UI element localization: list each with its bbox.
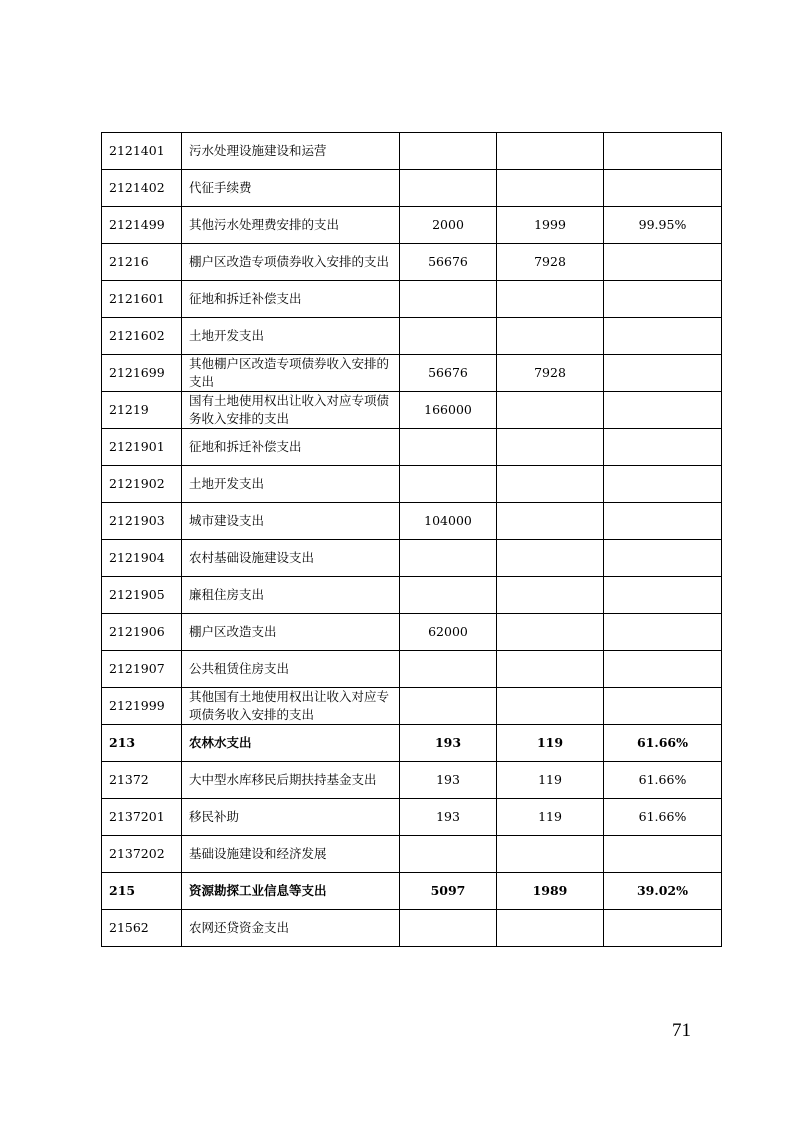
value-cell-2 (497, 688, 604, 725)
value-cell-2 (497, 540, 604, 577)
table-row (102, 318, 722, 355)
name-cell: 农网还贷资金支出 (182, 910, 400, 947)
percent-cell (604, 133, 722, 170)
table-row (102, 651, 722, 688)
name-cell: 农村基础设施建设支出 (182, 540, 400, 577)
value-cell-1: 193 (400, 762, 497, 799)
value-cell-2 (497, 429, 604, 466)
table-row (102, 577, 722, 614)
percent-cell (604, 503, 722, 540)
code-cell: 2121901 (102, 429, 182, 466)
percent-cell: 99.95% (604, 207, 722, 244)
name-cell: 移民补助 (182, 799, 400, 836)
value-cell-1: 193 (400, 799, 497, 836)
table-row (102, 355, 722, 392)
value-cell-2 (497, 318, 604, 355)
value-cell-1: 166000 (400, 392, 497, 429)
value-cell-1 (400, 170, 497, 207)
value-cell-2 (497, 392, 604, 429)
value-cell-2 (497, 170, 604, 207)
table-row (102, 725, 722, 762)
name-cell: 土地开发支出 (182, 318, 400, 355)
table-row (102, 392, 722, 429)
percent-cell (604, 281, 722, 318)
table-row (102, 614, 722, 651)
value-cell-2: 1989 (497, 873, 604, 910)
value-cell-2 (497, 836, 604, 873)
budget-table (101, 132, 722, 947)
code-cell: 2121905 (102, 577, 182, 614)
code-cell: 2121904 (102, 540, 182, 577)
value-cell-2: 1999 (497, 207, 604, 244)
value-cell-1 (400, 688, 497, 725)
value-cell-1: 5097 (400, 873, 497, 910)
percent-cell (604, 244, 722, 281)
name-cell: 国有土地使用权出让收入对应专项债务收入安排的支出 (182, 392, 400, 429)
value-cell-1 (400, 540, 497, 577)
percent-cell (604, 466, 722, 503)
name-cell: 廉租住房支出 (182, 577, 400, 614)
percent-cell: 61.66% (604, 799, 722, 836)
code-cell: 2121907 (102, 651, 182, 688)
percent-cell (604, 836, 722, 873)
table-row (102, 133, 722, 170)
code-cell: 215 (102, 873, 182, 910)
value-cell-1 (400, 910, 497, 947)
value-cell-1: 62000 (400, 614, 497, 651)
name-cell: 棚户区改造支出 (182, 614, 400, 651)
value-cell-2: 119 (497, 725, 604, 762)
value-cell-2 (497, 503, 604, 540)
code-cell: 2121902 (102, 466, 182, 503)
percent-cell (604, 688, 722, 725)
percent-cell (604, 614, 722, 651)
code-cell: 21562 (102, 910, 182, 947)
code-cell: 2137202 (102, 836, 182, 873)
code-cell: 21219 (102, 392, 182, 429)
code-cell: 2137201 (102, 799, 182, 836)
name-cell: 代征手续费 (182, 170, 400, 207)
name-cell: 其他污水处理费安排的支出 (182, 207, 400, 244)
value-cell-1: 193 (400, 725, 497, 762)
value-cell-1: 56676 (400, 244, 497, 281)
table-row (102, 910, 722, 947)
value-cell-2: 7928 (497, 244, 604, 281)
table-row (102, 503, 722, 540)
value-cell-2 (497, 651, 604, 688)
value-cell-2 (497, 614, 604, 651)
value-cell-2: 7928 (497, 355, 604, 392)
name-cell: 棚户区改造专项债券收入安排的支出 (182, 244, 400, 281)
value-cell-2 (497, 281, 604, 318)
percent-cell (604, 392, 722, 429)
percent-cell (604, 651, 722, 688)
value-cell-1 (400, 836, 497, 873)
code-cell: 2121499 (102, 207, 182, 244)
value-cell-1 (400, 577, 497, 614)
percent-cell (604, 910, 722, 947)
name-cell: 大中型水库移民后期扶持基金支出 (182, 762, 400, 799)
name-cell: 公共租赁住房支出 (182, 651, 400, 688)
table-row (102, 762, 722, 799)
value-cell-1: 56676 (400, 355, 497, 392)
value-cell-1 (400, 466, 497, 503)
percent-cell (604, 355, 722, 392)
percent-cell (604, 540, 722, 577)
name-cell: 农林水支出 (182, 725, 400, 762)
table-row (102, 540, 722, 577)
table-row (102, 466, 722, 503)
code-cell: 213 (102, 725, 182, 762)
table-row (102, 429, 722, 466)
percent-cell (604, 577, 722, 614)
value-cell-2 (497, 133, 604, 170)
value-cell-2 (497, 466, 604, 503)
percent-cell (604, 318, 722, 355)
value-cell-1: 104000 (400, 503, 497, 540)
table-row (102, 836, 722, 873)
percent-cell: 61.66% (604, 725, 722, 762)
value-cell-1 (400, 318, 497, 355)
percent-cell (604, 429, 722, 466)
value-cell-1 (400, 133, 497, 170)
table-row (102, 799, 722, 836)
name-cell: 城市建设支出 (182, 503, 400, 540)
percent-cell: 61.66% (604, 762, 722, 799)
table-body (102, 133, 722, 947)
page-number: 71 (672, 1020, 691, 1041)
value-cell-1 (400, 281, 497, 318)
code-cell: 2121699 (102, 355, 182, 392)
value-cell-1 (400, 651, 497, 688)
code-cell: 2121906 (102, 614, 182, 651)
code-cell: 21372 (102, 762, 182, 799)
value-cell-2: 119 (497, 762, 604, 799)
code-cell: 2121999 (102, 688, 182, 725)
table-row (102, 281, 722, 318)
name-cell: 征地和拆迁补偿支出 (182, 429, 400, 466)
code-cell: 2121903 (102, 503, 182, 540)
name-cell: 资源勘探工业信息等支出 (182, 873, 400, 910)
code-cell: 21216 (102, 244, 182, 281)
value-cell-1 (400, 429, 497, 466)
percent-cell: 39.02% (604, 873, 722, 910)
table-row (102, 207, 722, 244)
table-row (102, 688, 722, 725)
name-cell: 征地和拆迁补偿支出 (182, 281, 400, 318)
code-cell: 2121601 (102, 281, 182, 318)
code-cell: 2121602 (102, 318, 182, 355)
name-cell: 土地开发支出 (182, 466, 400, 503)
value-cell-2 (497, 577, 604, 614)
table-row (102, 873, 722, 910)
value-cell-2: 119 (497, 799, 604, 836)
value-cell-1: 2000 (400, 207, 497, 244)
name-cell: 其他国有土地使用权出让收入对应专项债务收入安排的支出 (182, 688, 400, 725)
name-cell: 基础设施建设和经济发展 (182, 836, 400, 873)
percent-cell (604, 170, 722, 207)
table-row (102, 244, 722, 281)
name-cell: 其他棚户区改造专项债券收入安排的支出 (182, 355, 400, 392)
value-cell-2 (497, 910, 604, 947)
code-cell: 2121402 (102, 170, 182, 207)
code-cell: 2121401 (102, 133, 182, 170)
name-cell: 污水处理设施建设和运营 (182, 133, 400, 170)
table-row (102, 170, 722, 207)
